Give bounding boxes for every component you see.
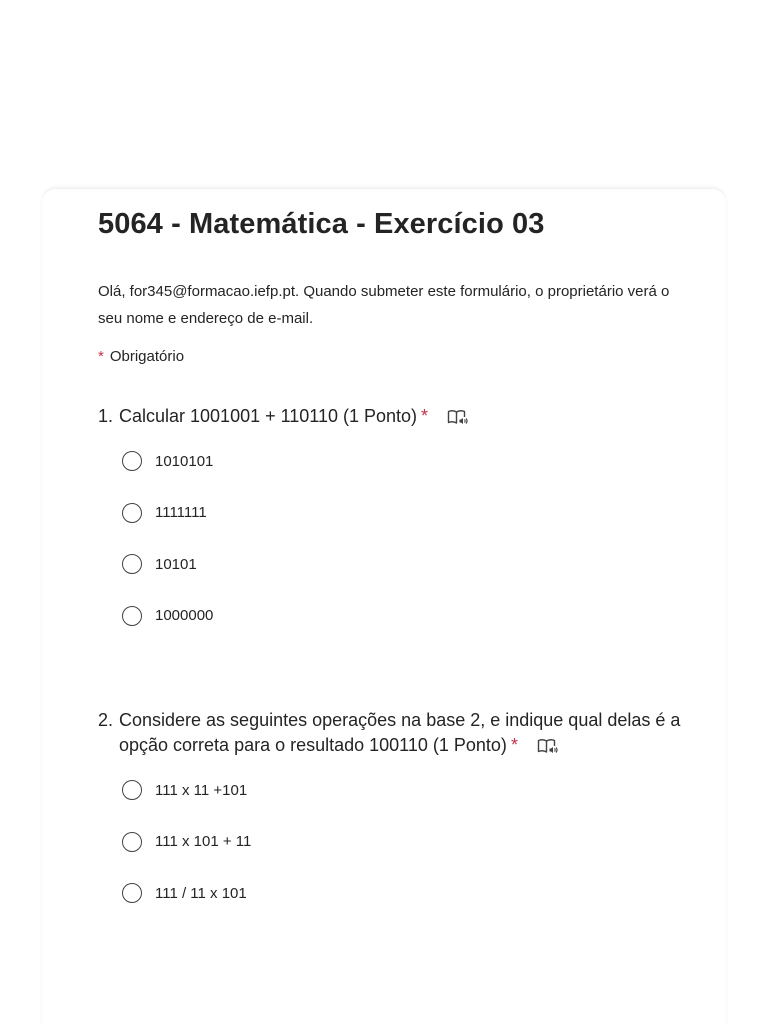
question-1-header — [98, 404, 688, 429]
radio-button[interactable] — [122, 780, 142, 800]
option-label: 1000000 — [155, 607, 214, 624]
question-2-text: Considere as seguintes operações na base 2, e indique qual delas é a opção correta para o resultado 100110 (1 Ponto) — [119, 710, 681, 755]
required-note — [98, 348, 184, 365]
question-1-option-1[interactable] — [122, 449, 688, 473]
radio-button[interactable] — [122, 503, 142, 523]
question-1-text: Calcular 1001001 + 110110 (1 Ponto) — [119, 406, 418, 426]
radio-button[interactable] — [122, 606, 142, 626]
radio-button[interactable] — [122, 883, 142, 903]
question-1-option-4[interactable] — [122, 604, 688, 628]
required-asterisk: * — [98, 348, 104, 365]
question-2-option-2[interactable] — [122, 830, 688, 854]
form-title: 5064 - Matemática - Exercício 03 — [98, 208, 545, 240]
immersive-reader-icon[interactable] — [447, 408, 469, 426]
question-2-title — [119, 708, 688, 758]
option-label: 1010101 — [155, 452, 214, 470]
option-label: 111 / 11 x 101 — [155, 884, 247, 902]
option-label: 10101 — [155, 555, 197, 573]
question-2-header — [98, 708, 688, 758]
radio-button[interactable] — [122, 554, 142, 574]
required-label: Obrigatório — [109, 348, 185, 365]
question-1-options — [98, 449, 688, 628]
option-label: 111 x 11 +101 — [155, 781, 248, 799]
question-2-option-3[interactable] — [122, 881, 688, 905]
question-1-required-asterisk: * — [421, 406, 429, 426]
option-label: 1111111 — [155, 504, 207, 521]
option-label: 111 x 101 + 11 — [155, 833, 252, 850]
question-1-option-2[interactable] — [122, 501, 688, 525]
radio-button[interactable] — [122, 451, 142, 471]
question-2-option-1[interactable] — [122, 778, 688, 802]
question-2-options — [98, 778, 688, 905]
question-1-number: 1. — [98, 406, 114, 426]
question-2-required-asterisk: * — [510, 735, 518, 755]
immersive-reader-icon[interactable] — [537, 737, 559, 755]
radio-button[interactable] — [122, 832, 142, 852]
form-intro: Olá, for345@formacao.iefp.pt. Quando submeter este formulário, o proprietário verá o seu nome e endereço de e-mail. — [98, 283, 670, 327]
question-2-number: 2. — [98, 710, 114, 730]
question-1-title — [119, 404, 688, 429]
question-1 — [98, 404, 688, 655]
question-1-option-3[interactable] — [122, 552, 688, 576]
question-2 — [98, 708, 688, 933]
